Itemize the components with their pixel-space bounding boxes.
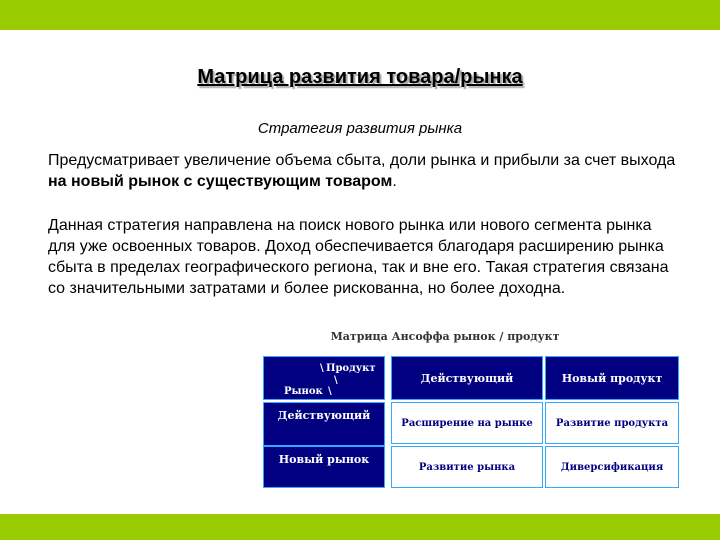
matrix-row-header-new-market: Новый рынок (263, 446, 385, 488)
paragraph-definition-end: . (392, 173, 397, 190)
matrix-cell-diversification: Диверсификация (545, 446, 679, 488)
matrix-col-header-existing: Действующий (391, 356, 543, 400)
paragraph-description: Данная стратегия направлена на поиск нового рынка или нового сегмента рынка для уже освоенных товаров. Доход обеспечивается благодаря расширению рынка сбыта в пределах географического региона, так и вне его. Такая стратегия связана со значительными затратами и более рискованна, но более доходна. (48, 217, 669, 297)
paragraph-definition (48, 150, 678, 192)
matrix-cell-market-development: Развитие рынка (391, 446, 543, 488)
ansoff-matrix (263, 356, 679, 488)
matrix-row-header-existing: Действующий (263, 402, 385, 446)
top-accent-bar (0, 0, 720, 30)
corner-label-market: Рынок (284, 386, 323, 397)
paragraph-definition-emphasis: на новый рынок с существующим товаром (48, 173, 393, 190)
matrix-col-header-new-product: Новый продукт (545, 356, 679, 400)
matrix-corner-cell (263, 356, 385, 400)
matrix-caption: Матрица Ансоффа рынок / продукт (330, 330, 560, 343)
slide-subtitle: Стратегия развития рынка (257, 120, 463, 137)
paragraph-definition-text: Предусматривает увеличение объема сбыта, доли рынка и прибыли за счет выхода (48, 152, 676, 169)
slide-title: Матрица развития товара/рынка (197, 66, 523, 88)
corner-slash: \ (328, 386, 332, 397)
matrix-cell-product-development: Развитие продукта (545, 402, 679, 444)
bottom-accent-bar (0, 514, 720, 540)
corner-slash: \ (320, 363, 324, 374)
matrix-cell-market-penetration: Расширение на рынке (391, 402, 543, 444)
corner-slash: \ (334, 375, 338, 386)
corner-label-product: Продукт (326, 363, 376, 374)
